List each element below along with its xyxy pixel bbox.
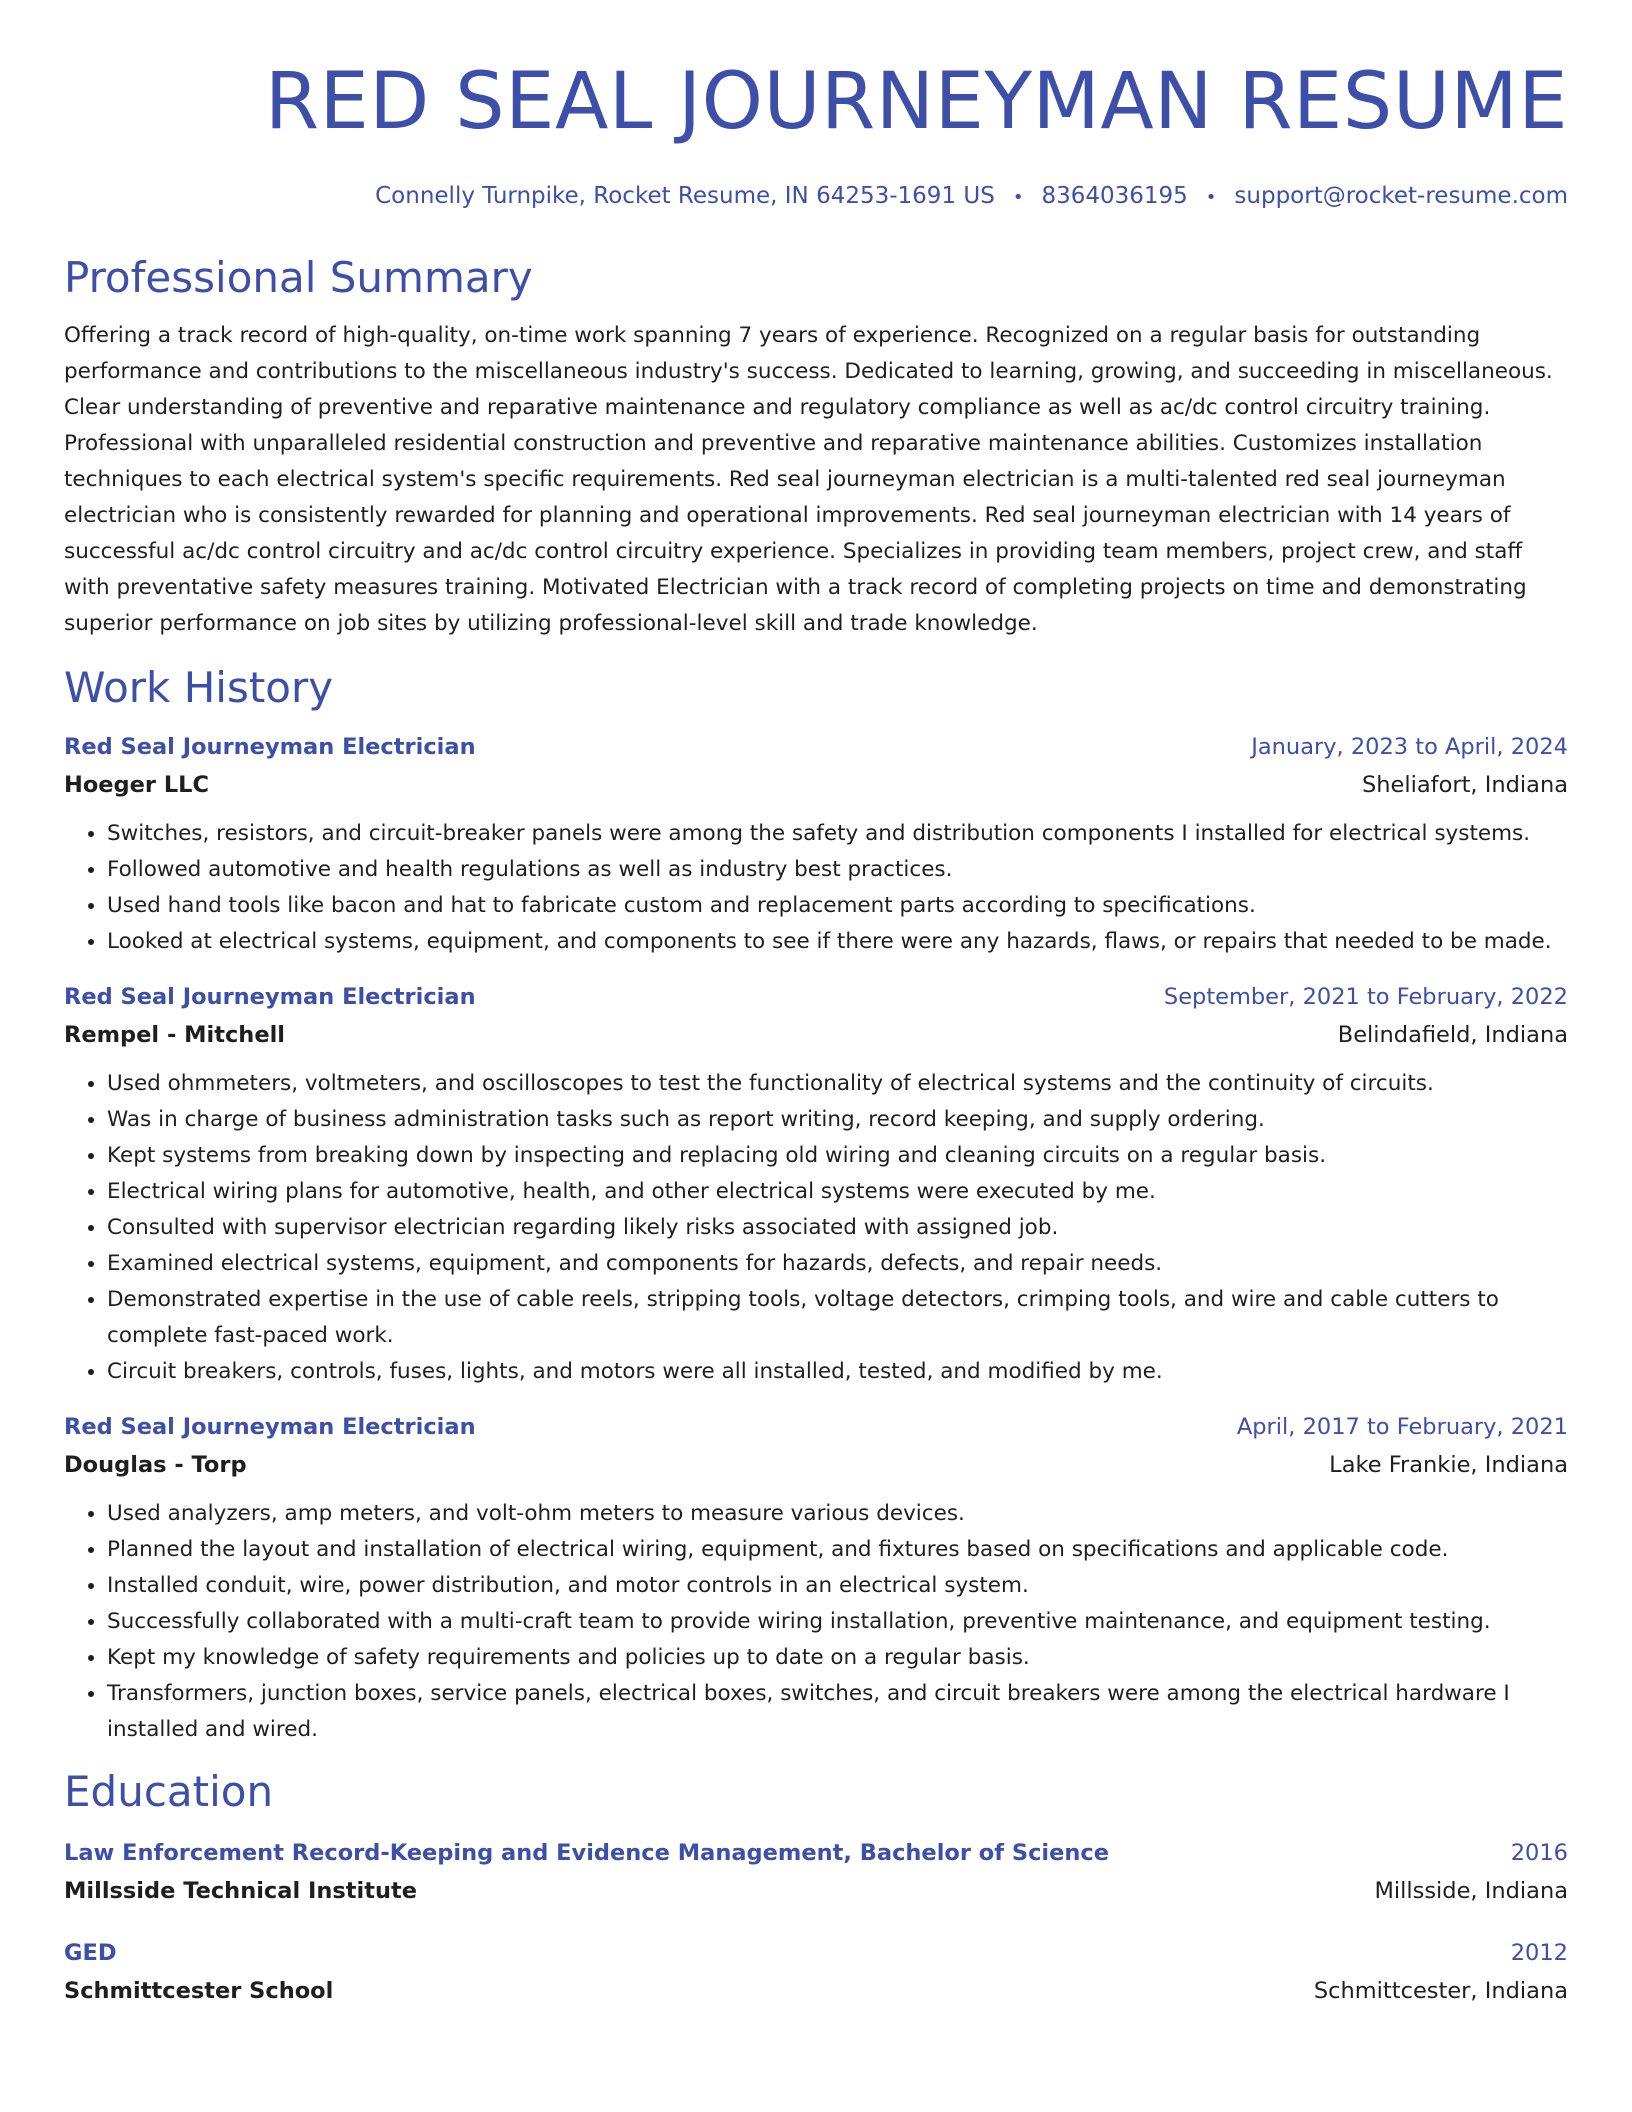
job-title-row bbox=[64, 978, 1568, 1016]
job-duty-item: • Kept systems from breaking down by inspecting and replacing old wiring and cleaning circuits on a regular basis. bbox=[107, 1138, 1568, 1174]
job-duty-item: • Used hand tools like bacon and hat to fabricate custom and replacement parts according to specifications. bbox=[107, 888, 1568, 924]
job-duty-item: • Successfully collaborated with a multi-craft team to provide wiring installation, preventive maintenance, and equipment testing. bbox=[107, 1604, 1568, 1640]
contact-phone[interactable]: 8364036195 bbox=[1041, 183, 1188, 209]
job-title: Red Seal Journeyman Electrician bbox=[64, 1414, 476, 1440]
job-duty-item: • Circuit breakers, controls, fuses, lights, and motors were all installed, tested, and modified by me. bbox=[107, 1354, 1568, 1390]
job-company-row bbox=[64, 766, 1568, 804]
job-duty-item: • Planned the layout and installation of electrical wiring, equipment, and fixtures based on specifications and applicable code. bbox=[107, 1532, 1568, 1568]
work-history-section bbox=[64, 660, 1568, 1748]
job-entry bbox=[64, 728, 1568, 960]
job-duty-item: • Used analyzers, amp meters, and volt-ohm meters to measure various devices. bbox=[107, 1496, 1568, 1532]
job-duty-item: • Used ohmmeters, voltmeters, and oscilloscopes to test the functionality of electrical systems and the continuity of circuits. bbox=[107, 1066, 1568, 1102]
job-title-row bbox=[64, 1408, 1568, 1446]
section-heading-work-history: Work History bbox=[64, 663, 334, 712]
resume-header bbox=[64, 0, 1568, 214]
company-name: Rempel - Mitchell bbox=[64, 1022, 286, 1048]
school-row bbox=[64, 1972, 1568, 2010]
job-duties-list bbox=[64, 1496, 1568, 1748]
job-duty-item: • Electrical wiring plans for automotive, health, and other electrical systems were executed by me. bbox=[107, 1174, 1568, 1210]
school-name: Millsside Technical Institute bbox=[64, 1878, 418, 1904]
section-heading-summary: Professional Summary bbox=[64, 253, 533, 302]
contact-separator: • bbox=[1205, 187, 1217, 208]
job-duty-item: • Installed conduit, wire, power distribution, and motor controls in an electrical system. bbox=[107, 1568, 1568, 1604]
job-duty-item: • Transformers, junction boxes, service panels, electrical boxes, switches, and circuit breakers were among the electrical hardware I installed and wired. bbox=[107, 1676, 1568, 1748]
job-duty-item: • Kept my knowledge of safety requirements and policies up to date on a regular basis. bbox=[107, 1640, 1568, 1676]
contact-address: Connelly Turnpike, Rocket Resume, IN 64253-1691 US bbox=[375, 183, 995, 209]
job-title: Red Seal Journeyman Electrician bbox=[64, 734, 476, 760]
job-duty-item: • Switches, resistors, and circuit-breaker panels were among the safety and distribution components I installed for electrical systems. bbox=[107, 816, 1568, 852]
job-title-row bbox=[64, 728, 1568, 766]
degree-name: Law Enforcement Record-Keeping and Evidence Management, Bachelor of Science bbox=[64, 1840, 1109, 1866]
job-location: Belindafield, Indiana bbox=[1337, 1022, 1568, 1048]
school-name: Schmittcester School bbox=[64, 1978, 334, 2004]
job-location: Sheliafort, Indiana bbox=[1361, 772, 1568, 798]
job-duty-item: • Followed automotive and health regulations as well as industry best practices. bbox=[107, 852, 1568, 888]
job-duty-item: • Looked at electrical systems, equipment, and components to see if there were any hazards, flaws, or repairs that needed to be made. bbox=[107, 924, 1568, 960]
job-entry bbox=[64, 1408, 1568, 1748]
job-duty-item: • Consulted with supervisor electrician regarding likely risks associated with assigned job. bbox=[107, 1210, 1568, 1246]
job-duty-item: • Demonstrated expertise in the use of cable reels, stripping tools, voltage detectors, crimping tools, and wire and cable cutters to complete fast-paced work. bbox=[107, 1282, 1568, 1354]
section-heading-education: Education bbox=[64, 1767, 274, 1816]
job-dates: September, 2021 to February, 2022 bbox=[1163, 984, 1568, 1010]
degree-row bbox=[64, 1934, 1568, 1972]
job-entry bbox=[64, 978, 1568, 1390]
school-row bbox=[64, 1872, 1568, 1910]
graduation-year: 2016 bbox=[1510, 1840, 1568, 1866]
company-name: Hoeger LLC bbox=[64, 772, 210, 798]
company-name: Douglas - Torp bbox=[64, 1452, 247, 1478]
school-location: Schmittcester, Indiana bbox=[1313, 1978, 1568, 2004]
contact-email[interactable]: support@rocket-resume.com bbox=[1234, 183, 1568, 209]
graduation-year: 2012 bbox=[1510, 1940, 1568, 1966]
education-entry bbox=[64, 1834, 1568, 1910]
resume-title: RED SEAL JOURNEYMAN RESUME bbox=[264, 57, 1568, 147]
job-duty-item: • Examined electrical systems, equipment, and components for hazards, defects, and repair needs. bbox=[107, 1246, 1568, 1282]
education-entry bbox=[64, 1934, 1568, 2010]
job-company-row bbox=[64, 1016, 1568, 1054]
contact-line bbox=[64, 180, 1568, 214]
job-duties-list bbox=[64, 1066, 1568, 1390]
job-dates: April, 2017 to February, 2021 bbox=[1236, 1414, 1568, 1440]
job-title: Red Seal Journeyman Electrician bbox=[64, 984, 476, 1010]
summary-paragraph: Offering a track record of high-quality, on-time work spanning 7 years of experience. Recognized on a regular basis for outstanding performance and contributions to the miscellaneous industry's success. Dedicated to learning, growing, and succeeding in miscellaneous. Clear understanding of preventive and reparative maintenance and regulatory compliance as well as ac/dc control circuitry training. Professional with unparalleled residential construction and preventive and reparative maintenance abilities. Customizes installation techniques to each electrical system's specific requirements. Red seal journeyman electrician is a multi-talented red seal journeyman electrician who is consistently rewarded for planning and operational improvements. Red seal journeyman electrician with 14 years of successful ac/dc control circuitry and ac/dc control circuitry experience. Specializes in providing team members, project crew, and staff with preventative safety measures training. Motivated Electrician with a track record of completing projects on time and demonstrating superior performance on job sites by utilizing professional-level skill and trade knowledge. bbox=[64, 323, 1553, 636]
summary-section bbox=[64, 250, 1568, 642]
school-location: Millsside, Indiana bbox=[1374, 1878, 1568, 1904]
job-list bbox=[64, 728, 1568, 1748]
degree-name: GED bbox=[64, 1940, 117, 1966]
degree-row bbox=[64, 1834, 1568, 1872]
job-duty-item: • Was in charge of business administration tasks such as report writing, record keeping, and supply ordering. bbox=[107, 1102, 1568, 1138]
job-duties-list bbox=[64, 816, 1568, 960]
education-section bbox=[64, 1764, 1568, 2010]
job-company-row bbox=[64, 1446, 1568, 1484]
contact-separator: • bbox=[1012, 187, 1024, 208]
job-dates: January, 2023 to April, 2024 bbox=[1251, 734, 1568, 760]
job-location: Lake Frankie, Indiana bbox=[1329, 1452, 1568, 1478]
education-list bbox=[64, 1834, 1568, 2010]
